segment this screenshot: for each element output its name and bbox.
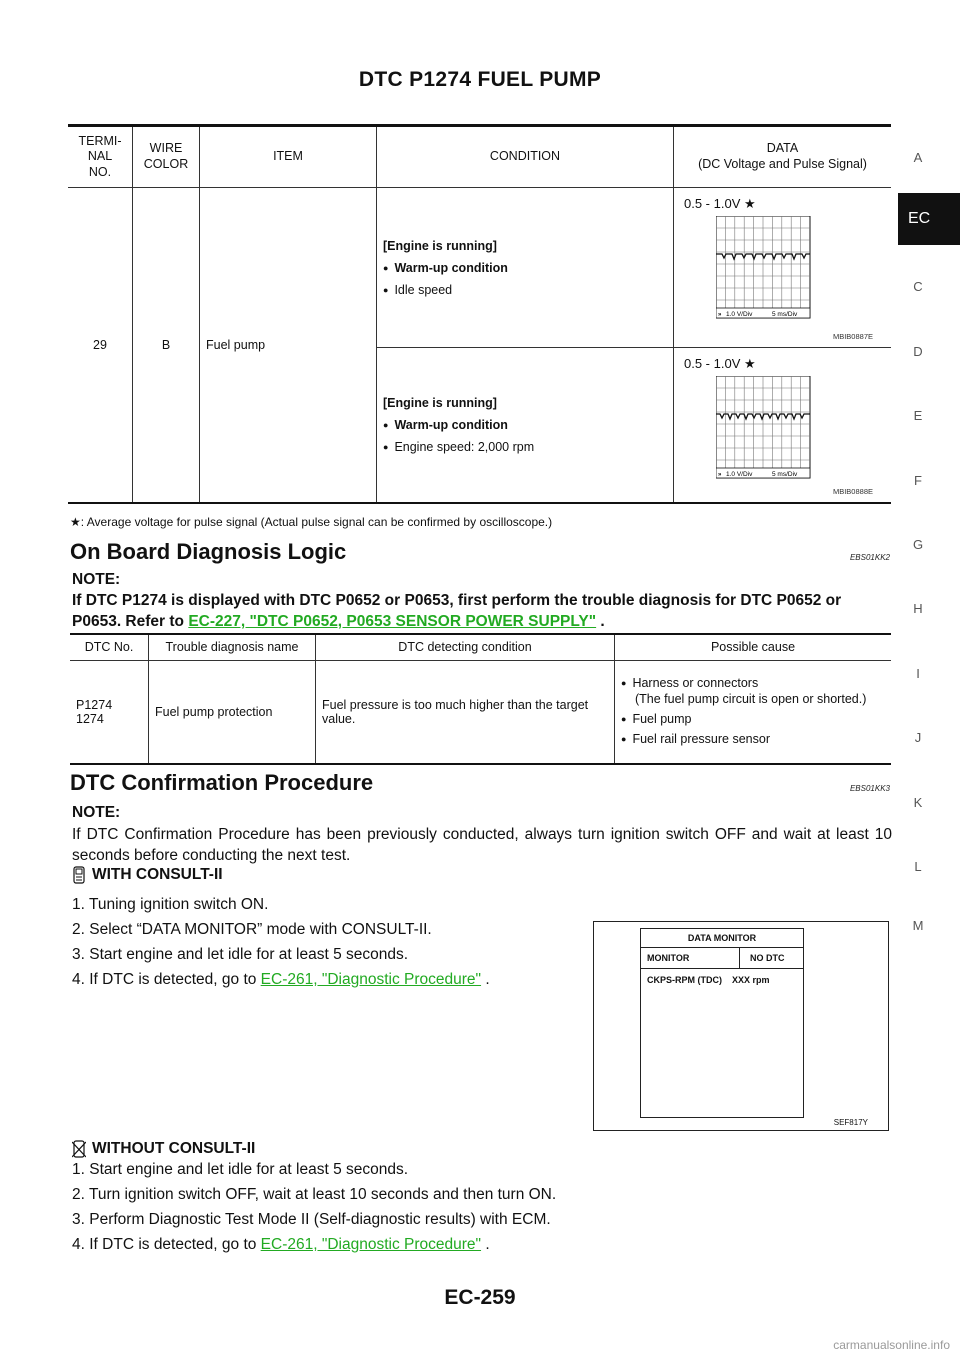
section-id: EBS01KK3 xyxy=(849,784,890,793)
page-title: DTC P1274 FUEL PUMP xyxy=(358,68,602,91)
with-consult-heading: WITH CONSULT-II xyxy=(72,866,223,884)
note-label: NOTE: xyxy=(72,804,121,821)
condition-item: Warm-up condition xyxy=(394,260,508,275)
screen-col-status: NO DTC xyxy=(739,948,785,968)
step: 2. Select “DATA MONITOR” mode with CONSULT-II. xyxy=(72,921,432,938)
side-index-e[interactable]: E xyxy=(913,408,923,423)
terminal-no: 29 xyxy=(68,188,133,503)
section-title-confirmation: DTC Confirmation Procedure xyxy=(70,770,374,795)
step: 3. Start engine and let idle for at least 5 seconds. xyxy=(72,946,409,963)
trouble-name: Fuel pump protection xyxy=(149,660,316,764)
terminal-table xyxy=(68,124,891,504)
watermark: carmanualsonline.info xyxy=(833,1338,950,1352)
link-diagnostic-procedure[interactable]: EC-261, "Diagnostic Procedure" xyxy=(260,1236,482,1253)
screen-row: CKPS-RPM (TDC) XXX rpm xyxy=(647,975,770,985)
link-diagnostic-procedure[interactable]: EC-261, "Diagnostic Procedure" xyxy=(260,971,482,988)
svg-text:1.0 V/Div: 1.0 V/Div xyxy=(726,471,753,478)
without-consult-steps xyxy=(72,1161,556,1261)
side-index-f[interactable]: F xyxy=(914,473,922,488)
condition-cell-1 xyxy=(377,188,674,348)
svg-text:5 ms/Div: 5 ms/Div xyxy=(772,471,798,478)
header-data: DATA (DC Voltage and Pulse Signal) xyxy=(674,126,892,188)
svg-text:5 ms/Div: 5 ms/Div xyxy=(772,311,798,318)
dtc-no-cell xyxy=(70,660,149,764)
consult-tool-icon xyxy=(72,866,86,884)
screen-col-monitor: MONITOR xyxy=(647,953,690,963)
side-index-h[interactable]: H xyxy=(913,601,923,616)
dtc-header: Trouble diagnosis name xyxy=(149,634,316,660)
side-index-c[interactable]: C xyxy=(913,279,923,294)
possible-cause: ● Harness or connectors (The fuel pump circuit is open or shorted.) ● Fuel pump ● Fuel rail pressure sensor xyxy=(615,660,892,764)
link-sensor-power-supply[interactable]: EC-227, "DTC P0652, P0653 SENSOR POWER SUPPLY" xyxy=(188,612,597,630)
data-value: 0.5 - 1.0V ★ xyxy=(684,356,756,371)
dtc-no: P1274 xyxy=(76,697,113,712)
footnote: ★: Average voltage for pulse signal (Actual pulse signal can be confirmed by oscilloscope.) xyxy=(70,515,553,529)
condition-item: Warm-up condition xyxy=(394,417,508,432)
condition-title: [Engine is running] xyxy=(383,395,497,410)
dtc-table xyxy=(70,633,891,765)
condition-title: [Engine is running] xyxy=(383,238,497,253)
note-text: If DTC Confirmation Procedure has been previously conducted, always turn ignition switch OFF and wait at least 10 seconds before conducting the next test. xyxy=(72,825,892,865)
screen-title: DATA MONITOR xyxy=(641,929,803,948)
figure-code: SEF817Y xyxy=(833,1118,868,1127)
obd-note: NOTE: If DTC P1274 is displayed with DTC P0652 or P0653, first perform the trouble diagnosis for DTC P0652 or P0653. Refer to EC-227, "DTC P0652, P0653 SENSOR POWER SUPPLY" . xyxy=(72,570,892,633)
star-icon: ★ xyxy=(70,515,81,529)
data-cell-2 xyxy=(674,348,892,503)
dtc-sub: 1274 xyxy=(76,711,104,726)
header-terminal: TERMI- NAL NO. xyxy=(68,126,133,188)
side-index-d[interactable]: D xyxy=(913,344,923,359)
header-condition: CONDITION xyxy=(377,126,674,188)
step: 4. If DTC is detected, go to EC-261, "Diagnostic Procedure" . xyxy=(72,971,490,988)
oscilloscope-trace-1 xyxy=(716,216,846,322)
star-icon: ★ xyxy=(744,196,756,211)
side-index-a[interactable]: A xyxy=(913,150,923,165)
note-label: NOTE: xyxy=(72,571,121,588)
dtc-header: DTC detecting condition xyxy=(316,634,615,660)
header-wire-color: WIRE COLOR xyxy=(133,126,200,188)
dtc-header: Possible cause xyxy=(615,634,892,660)
page-number: EC-259 xyxy=(444,1286,516,1309)
step: 2. Turn ignition switch OFF, wait at least 10 seconds and then turn ON. xyxy=(72,1186,557,1203)
star-icon: ★ xyxy=(744,356,756,371)
consult-screen xyxy=(640,928,804,1118)
with-consult-steps xyxy=(72,896,490,996)
oscilloscope-trace-2 xyxy=(716,376,846,482)
data-cell-1 xyxy=(674,188,892,348)
side-index-m[interactable]: M xyxy=(912,918,924,933)
side-index-i[interactable]: I xyxy=(916,666,920,681)
condition-item: ● Engine speed: 2,000 rpm xyxy=(383,440,672,454)
section-title-obd-logic: On Board Diagnosis Logic xyxy=(70,539,347,564)
side-index-ec-active[interactable]: EC xyxy=(898,193,960,245)
no-consult-tool-icon xyxy=(72,1140,86,1158)
confirmation-note xyxy=(72,802,892,867)
step: 4. If DTC is detected, go to EC-261, "Diagnostic Procedure" . xyxy=(72,1236,490,1253)
header-item: ITEM xyxy=(200,126,377,188)
svg-text:»: » xyxy=(718,472,722,478)
item: Fuel pump xyxy=(200,188,377,503)
note-text: If DTC P1274 is displayed with DTC P0652 or P0653, first perform the trouble diagnosis for DTC P0652 or P0653. Refer to xyxy=(72,591,842,630)
side-index-j[interactable]: J xyxy=(914,730,922,745)
side-index-g[interactable]: G xyxy=(912,537,924,552)
data-monitor-figure xyxy=(593,921,889,1131)
data-value: 0.5 - 1.0V ★ xyxy=(684,196,756,211)
detecting-condition: Fuel pressure is too much higher than the target value. xyxy=(316,660,615,764)
svg-text:1.0 V/Div: 1.0 V/Div xyxy=(726,311,753,318)
figure-code: MBIB0888E xyxy=(832,486,873,496)
condition-cell-2 xyxy=(377,348,674,503)
svg-text:»: » xyxy=(718,312,722,318)
step: 1. Start engine and let idle for at least 5 seconds. xyxy=(72,1161,409,1178)
condition-item: ● Idle speed xyxy=(383,283,672,297)
side-index-l[interactable]: L xyxy=(914,859,922,874)
dtc-header: DTC No. xyxy=(70,634,149,660)
wire-color: B xyxy=(133,188,200,503)
figure-code: MBIB0887E xyxy=(832,332,873,341)
section-id: EBS01KK2 xyxy=(849,553,890,562)
step: 3. Perform Diagnostic Test Mode II (Self-diagnostic results) with ECM. xyxy=(72,1211,551,1228)
side-index-k[interactable]: K xyxy=(913,795,923,810)
step: 1. Tuning ignition switch ON. xyxy=(72,896,269,913)
without-consult-heading: WITHOUT CONSULT-II xyxy=(72,1140,255,1158)
